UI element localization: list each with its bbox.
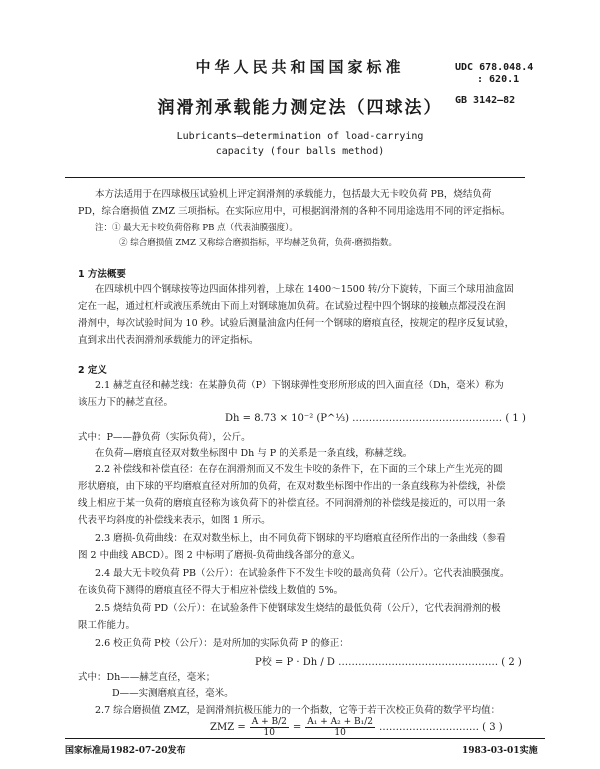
section-1-line-4: 直到求出代表润滑剂承载能力的评定指标。 — [78, 335, 259, 346]
def-2-3-line-1: 2.3 磨损-负荷曲线：在双对数坐标上，由不同负荷下钢球的平均磨痕直径所作出的一条曲线（参看 — [95, 533, 506, 544]
def-2-2-line-1: 2.2 补偿线和补偿直径：在存在润滑剂而又不发生卡咬的条件下，在下面的三个球上产生光亮的圆 — [95, 464, 503, 475]
gb-number: GB 3142—82 — [455, 95, 516, 106]
formula-3-frac-1 — [250, 717, 289, 738]
def-2-5-line-1: 2.5 烧结负荷 PD（公斤）：在试验条件下使钢球发生烧结的最低负荷（公斤），它代表润滑剂的极 — [95, 603, 501, 614]
def-2-6-line-1: 2.6 校正负荷 P校（公斤）：是对所加的实际负荷 P 的修正： — [95, 638, 349, 649]
formula-3-den-2: 10 — [334, 728, 346, 738]
formula-3-dots: ………………………… ( 3 ) — [378, 722, 503, 733]
def-2-1-line-1: 2.1 赫芝直径和赫芝线：在某静负荷（P）下钢球弹性变形所形成的凹入面直径（Dh，毫米）称为 — [95, 380, 504, 391]
formula-3-frac-2 — [305, 717, 375, 738]
header-divider — [65, 177, 525, 178]
section-1-line-3: 滑剂中，每次试验时间为 10 秒。试验后测量油盒内任何一个钢球的磨痕直径，按规定的程序反复试验， — [78, 318, 515, 329]
formula-2-where-1: 式中：Dh——赫芝直径，毫米； — [78, 672, 216, 683]
udc-code — [455, 62, 533, 86]
intro-line-2: PD，综合磨损值 ZMZ 三项指标。在实际应用中，可根据润滑剂的各种不同用途选用不同的评定指标。 — [78, 206, 511, 217]
formula-3-num-1: A + B/2 — [251, 717, 287, 727]
formula-3-lhs: ZMZ = — [210, 722, 246, 733]
intro-note-2: ② 综合磨损值 ZMZ 又称综合磨损指标，平均赫芝负荷，负荷-磨损指数。 — [119, 238, 397, 248]
def-2-5-line-2: 限工作能力。 — [78, 620, 136, 631]
def-2-7-line-1: 2.7 综合磨损值 ZMZ，是润滑剂抗极压能力的一个指数，它等于若干次校正负荷的数学平均值： — [95, 705, 501, 716]
def-2-2-line-4: 代表平均斜度的补偿线来表示，如图 1 所示。 — [78, 515, 271, 526]
def-2-2-line-2: 形状磨痕，由下球的平均磨痕直径对所加的负荷，在双对数坐标图中作出的一条直线称为补偿线，补偿 — [78, 481, 506, 492]
def-2-3-line-2: 图 2 中曲线 ABCD）。图 2 中标明了磨损-负荷曲线各部分的意义。 — [78, 550, 361, 561]
formula-1: Dh = 8.73 × 10⁻² (P^⅓) ……………………………………… ( 1 ) — [225, 413, 526, 424]
section-1-line-1: 在四球机中四个钢球按等边四面体排列着，上球在 1400～1500 转/分下旋转，下面三个球用油盒固 — [95, 284, 514, 295]
formula-3-den-1: 10 — [263, 728, 275, 738]
title-en-line-2: capacity (four balls method) — [215, 146, 385, 157]
intro-note-1: 注：① 最大无卡咬负荷俗称 PB 点（代表油膜强度）。 — [95, 223, 298, 233]
formula-2: P校 = P · Dh / D ………………………………………… ( 2 ) — [255, 657, 522, 668]
standard-name: 中华人民共和国国家标准 — [195, 58, 405, 76]
section-1-heading: 1 方法概要 — [78, 269, 126, 280]
formula-3 — [210, 717, 503, 738]
def-2-2-line-3: 线上相应于某一负荷的磨痕直径称为该负荷下的补偿直径。不同润滑剂的补偿线是接近的，可以用一条 — [78, 498, 506, 509]
formula-3-num-2: A₁ + A₂ + B₁/2 — [307, 717, 373, 727]
footer-effective: 1983-03-01实施 — [462, 746, 538, 756]
footer-divider — [65, 738, 545, 739]
title-en-line-1: Lubricants—determination of load-carrying — [176, 131, 424, 142]
section-2-heading: 2 定义 — [78, 365, 107, 376]
def-2-4-line-2: 在该负荷下测得的磨痕直径不得大于相应补偿线上数值的 5%。 — [78, 585, 344, 596]
title-cn: 润滑剂承载能力测定法（四球法） — [157, 98, 443, 118]
udc-line-1: UDC 678.048.4 — [455, 62, 534, 73]
section-1-line-2: 定在一起，通过杠杆或液压系统由下而上对钢球施加负荷。在试验过程中四个钢球的接触点都浸没在润 — [78, 301, 506, 312]
def-2-1-line-3: 在负荷—磨痕直径双对数坐标图中 Dh 与 P 的关系是一条直线，称赫芝线。 — [95, 448, 413, 459]
udc-line-2: : 620.1 — [477, 74, 520, 85]
intro-line-1: 本方法适用于在四球极压试验机上评定润滑剂的承载能力，包括最大无卡咬负荷 PB，烧结负荷 — [95, 189, 492, 200]
footer-approved: 国家标准局1982-07-20发布 — [65, 746, 186, 756]
formula-1-where: 式中：P——静负荷（实际负荷），公斤。 — [78, 432, 251, 443]
def-2-4-line-1: 2.4 最大无卡咬负荷 PB（公斤）：在试验条件下不发生卡咬的最高负荷（公斤）。它代表油膜强度。 — [95, 568, 510, 579]
formula-3-eq: = — [292, 722, 302, 733]
formula-2-where-2: D——实测磨痕直径，毫米。 — [112, 688, 234, 699]
title-en — [0, 129, 600, 159]
def-2-1-line-2: 该压力下的赫芝直径。 — [78, 397, 174, 408]
